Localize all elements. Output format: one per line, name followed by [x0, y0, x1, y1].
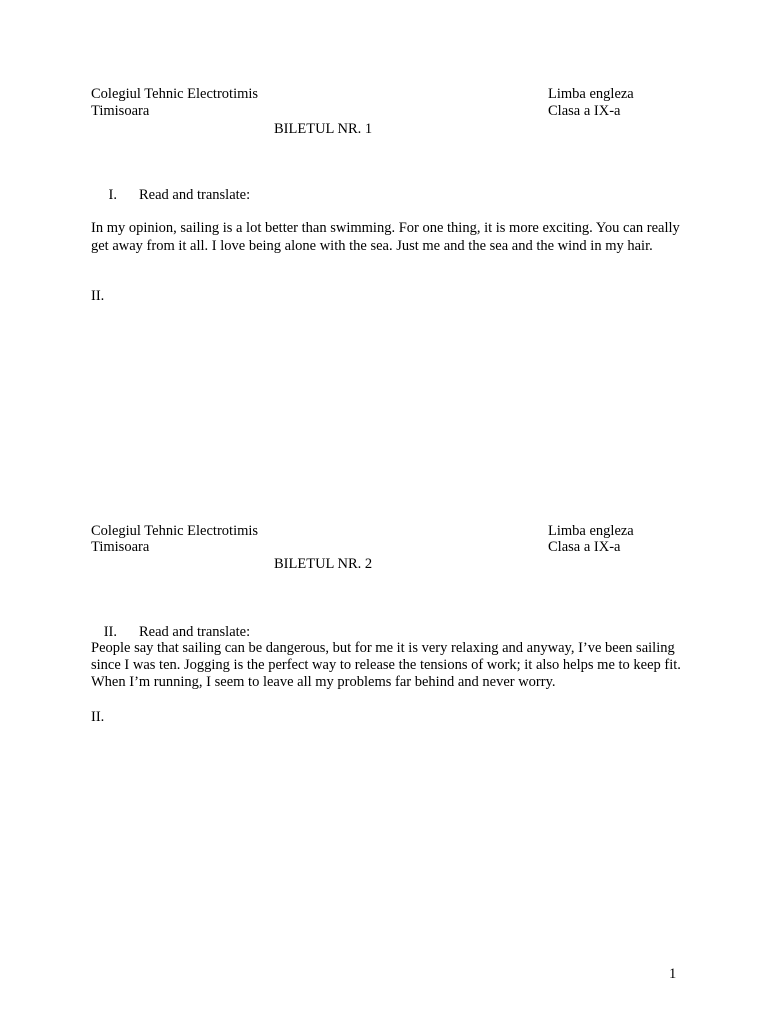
task-number: I. — [108, 187, 117, 203]
task-heading — [91, 187, 250, 204]
class-name: Clasa a IX-a — [548, 539, 621, 555]
second-task-number: II. — [91, 288, 105, 304]
task-passage: In my opinion, sailing is a lot better than swimming. For one thing, it is more exciting. You can really get away from it all. I love being alone with the sea. Just me and the sea and the wind in my hair. — [91, 220, 680, 254]
ticket-title: BILETUL NR. 2 — [274, 556, 373, 572]
task-label: Read and translate: — [139, 624, 251, 640]
school-name: Colegiul Tehnic Electrotimis — [91, 86, 259, 102]
school-city: Timisoara — [91, 103, 150, 119]
task-label: Read and translate: — [139, 187, 251, 203]
ticket-title: BILETUL NR. 1 — [274, 121, 373, 137]
second-task-number: II. — [91, 709, 105, 725]
subject-name: Limba engleza — [548, 523, 634, 539]
task-passage: People say that sailing can be dangerous, but for me it is very relaxing and anyway, I’ve been sailing since I was ten. Jogging is the perfect way to release the tensions of work; it also helps me to keep fit. When I’m running, I seem to leave all my problems far behind and never worry. — [91, 640, 681, 690]
class-name: Clasa a IX-a — [548, 103, 621, 119]
page-number: 1 — [669, 966, 677, 982]
school-name: Colegiul Tehnic Electrotimis — [91, 523, 259, 539]
task-number: II. — [103, 624, 117, 640]
task-heading — [91, 624, 250, 641]
school-city: Timisoara — [91, 539, 150, 555]
subject-name: Limba engleza — [548, 86, 634, 102]
